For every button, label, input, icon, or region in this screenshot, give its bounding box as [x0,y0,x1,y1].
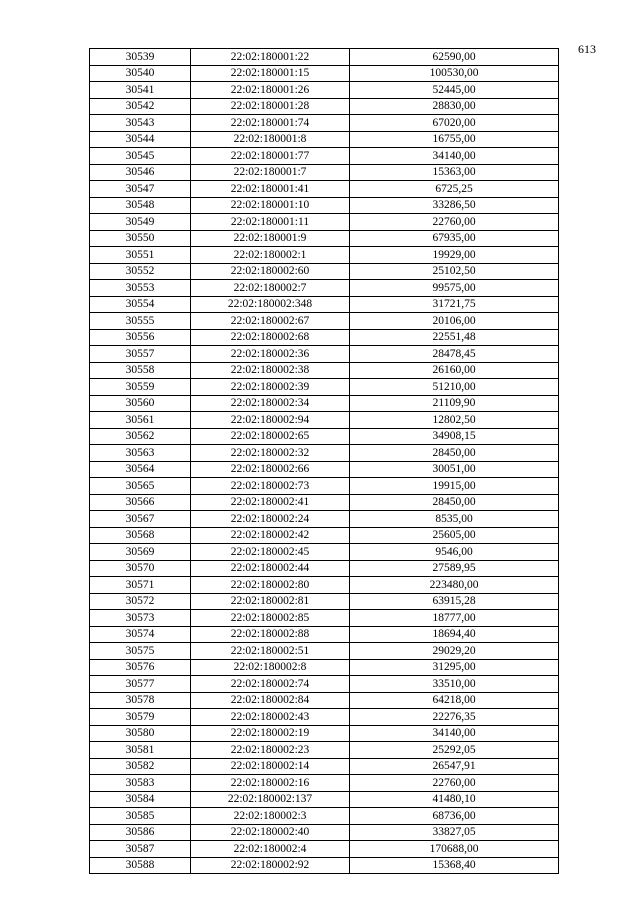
cadastral-number-cell: 22:02:180002:43 [191,709,350,726]
value-cell: 15368,40 [350,857,559,874]
row-number-cell: 30585 [90,808,191,825]
row-number-cell: 30547 [90,181,191,198]
value-cell: 64218,00 [350,692,559,709]
registry-table [89,48,559,874]
row-number-cell: 30543 [90,115,191,132]
cadastral-number-cell: 22:02:180002:92 [191,857,350,874]
cadastral-number-cell: 22:02:180002:348 [191,296,350,313]
row-number-cell: 30575 [90,643,191,660]
table-row [90,494,559,511]
cadastral-number-cell: 22:02:180002:51 [191,643,350,660]
row-number-cell: 30573 [90,610,191,627]
cadastral-number-cell: 22:02:180002:40 [191,824,350,841]
value-cell: 51210,00 [350,379,559,396]
table-row [90,280,559,297]
value-cell: 223480,00 [350,577,559,594]
value-cell: 18694,40 [350,626,559,643]
table-row [90,230,559,247]
cadastral-number-cell: 22:02:180002:24 [191,511,350,528]
value-cell: 34140,00 [350,725,559,742]
value-cell: 67935,00 [350,230,559,247]
row-number-cell: 30554 [90,296,191,313]
cadastral-number-cell: 22:02:180002:8 [191,659,350,676]
cadastral-number-cell: 22:02:180002:19 [191,725,350,742]
cadastral-number-cell: 22:02:180002:4 [191,841,350,858]
cadastral-number-cell: 22:02:180002:66 [191,461,350,478]
value-cell: 33827,05 [350,824,559,841]
table-row [90,692,559,709]
cadastral-number-cell: 22:02:180001:11 [191,214,350,231]
value-cell: 99575,00 [350,280,559,297]
cadastral-number-cell: 22:02:180001:8 [191,131,350,148]
row-number-cell: 30583 [90,775,191,792]
cadastral-number-cell: 22:02:180002:68 [191,329,350,346]
value-cell: 27589,95 [350,560,559,577]
row-number-cell: 30577 [90,676,191,693]
cadastral-number-cell: 22:02:180002:88 [191,626,350,643]
row-number-cell: 30561 [90,412,191,429]
table-row [90,296,559,313]
value-cell: 28830,00 [350,98,559,115]
table-row [90,461,559,478]
value-cell: 100530,00 [350,65,559,82]
value-cell: 25605,00 [350,527,559,544]
value-cell: 33286,50 [350,197,559,214]
cadastral-number-cell: 22:02:180002:60 [191,263,350,280]
value-cell: 63915,28 [350,593,559,610]
row-number-cell: 30569 [90,544,191,561]
value-cell: 41480,10 [350,791,559,808]
table-row [90,742,559,759]
row-number-cell: 30539 [90,49,191,66]
cadastral-number-cell: 22:02:180002:32 [191,445,350,462]
cadastral-number-cell: 22:02:180002:44 [191,560,350,577]
table-row [90,544,559,561]
row-number-cell: 30562 [90,428,191,445]
row-number-cell: 30579 [90,709,191,726]
row-number-cell: 30584 [90,791,191,808]
table-row [90,247,559,264]
table-row [90,313,559,330]
row-number-cell: 30563 [90,445,191,462]
value-cell: 31721,75 [350,296,559,313]
cadastral-number-cell: 22:02:180001:74 [191,115,350,132]
cadastral-number-cell: 22:02:180001:28 [191,98,350,115]
value-cell: 22276,35 [350,709,559,726]
table-row [90,181,559,198]
row-number-cell: 30552 [90,263,191,280]
table-row [90,511,559,528]
cadastral-number-cell: 22:02:180002:45 [191,544,350,561]
row-number-cell: 30551 [90,247,191,264]
cadastral-number-cell: 22:02:180002:84 [191,692,350,709]
cadastral-number-cell: 22:02:180002:34 [191,395,350,412]
table-row [90,263,559,280]
cadastral-number-cell: 22:02:180002:1 [191,247,350,264]
table-row [90,643,559,660]
table-row [90,758,559,775]
cadastral-number-cell: 22:02:180002:42 [191,527,350,544]
value-cell: 170688,00 [350,841,559,858]
row-number-cell: 30553 [90,280,191,297]
value-cell: 6725,25 [350,181,559,198]
cadastral-number-cell: 22:02:180002:94 [191,412,350,429]
cadastral-number-cell: 22:02:180002:74 [191,676,350,693]
cadastral-number-cell: 22:02:180001:10 [191,197,350,214]
table-row [90,725,559,742]
value-cell: 28478,45 [350,346,559,363]
cadastral-number-cell: 22:02:180001:15 [191,65,350,82]
row-number-cell: 30542 [90,98,191,115]
table-row [90,808,559,825]
table-row [90,527,559,544]
table-row [90,626,559,643]
cadastral-number-cell: 22:02:180002:23 [191,742,350,759]
row-number-cell: 30565 [90,478,191,495]
row-number-cell: 30550 [90,230,191,247]
value-cell: 12802,50 [350,412,559,429]
row-number-cell: 30576 [90,659,191,676]
value-cell: 25102,50 [350,263,559,280]
row-number-cell: 30571 [90,577,191,594]
value-cell: 34140,00 [350,148,559,165]
table-row [90,857,559,874]
table-row [90,164,559,181]
cadastral-number-cell: 22:02:180002:14 [191,758,350,775]
table-row [90,329,559,346]
value-cell: 62590,00 [350,49,559,66]
cadastral-number-cell: 22:02:180002:80 [191,577,350,594]
value-cell: 52445,00 [350,82,559,99]
cadastral-number-cell: 22:02:180001:7 [191,164,350,181]
value-cell: 16755,00 [350,131,559,148]
value-cell: 15363,00 [350,164,559,181]
cadastral-number-cell: 22:02:180002:3 [191,808,350,825]
row-number-cell: 30564 [90,461,191,478]
row-number-cell: 30572 [90,593,191,610]
cadastral-number-cell: 22:02:180001:26 [191,82,350,99]
value-cell: 26547,91 [350,758,559,775]
row-number-cell: 30541 [90,82,191,99]
table-row [90,775,559,792]
row-number-cell: 30580 [90,725,191,742]
table-row [90,197,559,214]
table-row [90,49,559,66]
row-number-cell: 30540 [90,65,191,82]
cadastral-number-cell: 22:02:180002:73 [191,478,350,495]
value-cell: 20106,00 [350,313,559,330]
value-cell: 19929,00 [350,247,559,264]
table-row [90,824,559,841]
value-cell: 22760,00 [350,214,559,231]
value-cell: 67020,00 [350,115,559,132]
value-cell: 22760,00 [350,775,559,792]
row-number-cell: 30556 [90,329,191,346]
value-cell: 18777,00 [350,610,559,627]
value-cell: 68736,00 [350,808,559,825]
value-cell: 26160,00 [350,362,559,379]
cadastral-number-cell: 22:02:180002:38 [191,362,350,379]
value-cell: 33510,00 [350,676,559,693]
row-number-cell: 30560 [90,395,191,412]
table-row [90,346,559,363]
table-row [90,362,559,379]
cadastral-number-cell: 22:02:180002:39 [191,379,350,396]
value-cell: 29029,20 [350,643,559,660]
cadastral-number-cell: 22:02:180002:16 [191,775,350,792]
cadastral-number-cell: 22:02:180001:9 [191,230,350,247]
table-row [90,610,559,627]
row-number-cell: 30578 [90,692,191,709]
cadastral-number-cell: 22:02:180002:137 [191,791,350,808]
table-row [90,131,559,148]
row-number-cell: 30557 [90,346,191,363]
cadastral-number-cell: 22:02:180002:65 [191,428,350,445]
table-row [90,445,559,462]
cadastral-number-cell: 22:02:180002:7 [191,280,350,297]
table-row [90,82,559,99]
table-row [90,593,559,610]
value-cell: 30051,00 [350,461,559,478]
row-number-cell: 30586 [90,824,191,841]
row-number-cell: 30568 [90,527,191,544]
table-row [90,412,559,429]
table-row [90,395,559,412]
page-number: 613 [578,42,596,56]
value-cell: 22551,48 [350,329,559,346]
row-number-cell: 30545 [90,148,191,165]
table-row [90,560,559,577]
row-number-cell: 30555 [90,313,191,330]
row-number-cell: 30558 [90,362,191,379]
table-row [90,428,559,445]
table-row [90,676,559,693]
table-row [90,65,559,82]
cadastral-number-cell: 22:02:180002:81 [191,593,350,610]
value-cell: 28450,00 [350,494,559,511]
cadastral-number-cell: 22:02:180001:22 [191,49,350,66]
registry-table-body [90,49,559,874]
table-row [90,379,559,396]
row-number-cell: 30588 [90,857,191,874]
value-cell: 8535,00 [350,511,559,528]
row-number-cell: 30544 [90,131,191,148]
row-number-cell: 30570 [90,560,191,577]
row-number-cell: 30566 [90,494,191,511]
row-number-cell: 30574 [90,626,191,643]
row-number-cell: 30559 [90,379,191,396]
value-cell: 34908,15 [350,428,559,445]
table-row [90,98,559,115]
cadastral-number-cell: 22:02:180002:36 [191,346,350,363]
table-row [90,709,559,726]
value-cell: 25292,05 [350,742,559,759]
row-number-cell: 30567 [90,511,191,528]
cadastral-number-cell: 22:02:180001:77 [191,148,350,165]
value-cell: 31295,00 [350,659,559,676]
value-cell: 21109,90 [350,395,559,412]
cadastral-number-cell: 22:02:180002:67 [191,313,350,330]
table-row [90,214,559,231]
row-number-cell: 30582 [90,758,191,775]
value-cell: 19915,00 [350,478,559,495]
row-number-cell: 30587 [90,841,191,858]
row-number-cell: 30581 [90,742,191,759]
table-row [90,115,559,132]
value-cell: 9546,00 [350,544,559,561]
table-row [90,659,559,676]
table-row [90,478,559,495]
row-number-cell: 30549 [90,214,191,231]
value-cell: 28450,00 [350,445,559,462]
row-number-cell: 30548 [90,197,191,214]
table-row [90,577,559,594]
table-row [90,148,559,165]
cadastral-number-cell: 22:02:180002:85 [191,610,350,627]
table-row [90,791,559,808]
cadastral-number-cell: 22:02:180002:41 [191,494,350,511]
cadastral-number-cell: 22:02:180001:41 [191,181,350,198]
table-row [90,841,559,858]
row-number-cell: 30546 [90,164,191,181]
